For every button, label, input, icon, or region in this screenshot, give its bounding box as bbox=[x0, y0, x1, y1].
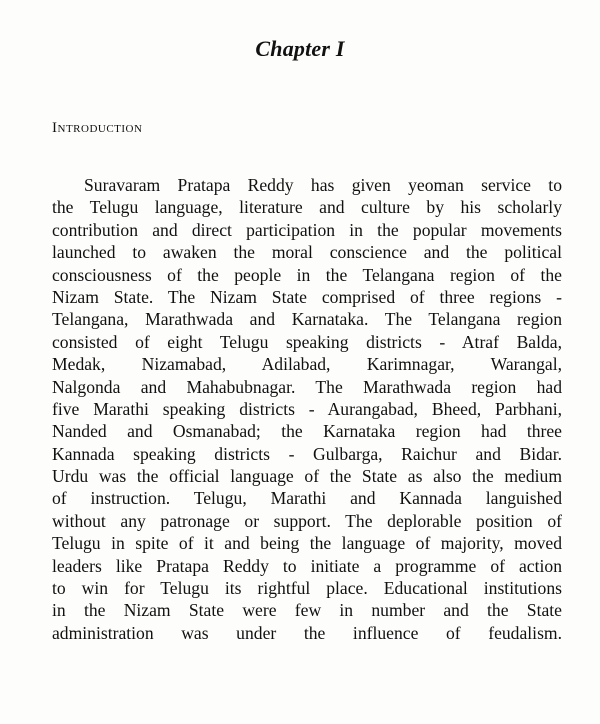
paragraph-line: Urdu was the official language of the State as also the medium bbox=[52, 466, 562, 487]
paragraph-line: consisted of eight Telugu speaking districts - Atraf Balda, bbox=[52, 331, 562, 352]
paragraph-line: without any patronage or support. The deplorable position of bbox=[52, 510, 562, 531]
paragraph-line: Kannada speaking districts - Gulbarga, Raichur and Bidar. bbox=[52, 443, 562, 464]
paragraph-line: the Telugu language, literature and culture by his scholarly bbox=[52, 197, 562, 218]
paragraph-line: launched to awaken the moral conscience and the political bbox=[52, 242, 562, 263]
paragraph-line: Nalgonda and Mahabubnagar. The Marathwada region had bbox=[52, 376, 562, 397]
paragraph-line: administration was under the influence of feudalism. bbox=[52, 622, 562, 643]
paragraph-line: Telugu in spite of it and being the language of majority, moved bbox=[52, 533, 562, 554]
chapter-title: Chapter I bbox=[255, 36, 345, 61]
paragraph-line: five Marathi speaking districts - Aurangabad, Bheed, Parbhani, bbox=[52, 398, 562, 419]
paragraph-line: consciousness of the people in the Telangana region of the bbox=[52, 264, 562, 285]
paragraph-line: contribution and direct participation in the popular movements bbox=[52, 219, 562, 240]
paragraph-line: Telangana, Marathwada and Karnataka. The Telangana region bbox=[52, 309, 562, 330]
section-heading: Introduction bbox=[52, 120, 143, 136]
paragraph-line: Suravaram Pratapa Reddy has given yeoman service to bbox=[84, 175, 562, 195]
paragraph-line: of instruction. Telugu, Marathi and Kannada languished bbox=[52, 488, 562, 509]
paragraph-line: in the Nizam State were few in number and the State bbox=[52, 600, 562, 621]
paragraph-line: Nizam State. The Nizam State comprised of three regions - bbox=[52, 286, 562, 307]
paragraph-line: Medak, Nizamabad, Adilabad, Karimnagar, Warangal, bbox=[52, 354, 562, 375]
body-paragraph bbox=[52, 174, 562, 644]
paragraph-line: leaders like Pratapa Reddy to initiate a programme of action bbox=[52, 555, 562, 576]
paragraph-line: Nanded and Osmanabad; the Karnataka region had three bbox=[52, 421, 562, 442]
paragraph-line: to win for Telugu its rightful place. Educational institutions bbox=[52, 578, 562, 599]
